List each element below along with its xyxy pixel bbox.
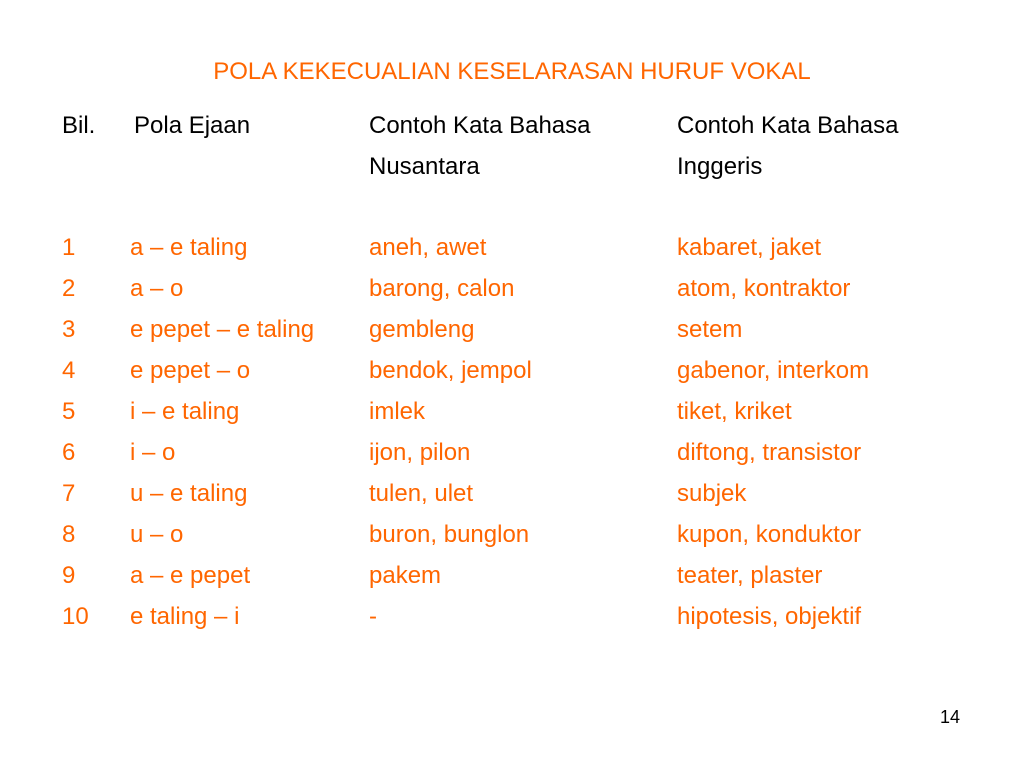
row-pola-ejaan: e pepet – e taling [130, 316, 315, 343]
row-bil: 9 [62, 562, 76, 589]
row-pola-ejaan: e taling – i [130, 603, 240, 630]
header-inggeris-line2: Inggeris [677, 153, 763, 180]
row-bil: 7 [62, 480, 76, 507]
row-pola-ejaan: u – o [130, 521, 184, 548]
header-inggeris-line1: Contoh Kata Bahasa [677, 112, 899, 139]
header-bil: Bil. [62, 112, 96, 139]
slide-title: POLA KEKECUALIAN KESELARASAN HURUF VOKAL [213, 58, 811, 85]
row-contoh-nusantara: tulen, ulet [369, 480, 474, 507]
row-bil: 5 [62, 398, 76, 425]
row-pola-ejaan: i – e taling [130, 398, 240, 425]
row-contoh-inggeris: tiket, kriket [677, 398, 792, 425]
header-nusantara-line1: Contoh Kata Bahasa [369, 112, 591, 139]
row-bil: 3 [62, 316, 76, 343]
row-bil: 4 [62, 357, 76, 384]
row-pola-ejaan: i – o [130, 439, 176, 466]
row-pola-ejaan: a – o [130, 275, 184, 302]
row-pola-ejaan: e pepet – o [130, 357, 251, 384]
row-bil: 2 [62, 275, 76, 302]
row-contoh-nusantara: pakem [369, 562, 442, 589]
row-contoh-inggeris: teater, plaster [677, 562, 823, 589]
row-pola-ejaan: u – e taling [130, 480, 248, 507]
row-contoh-nusantara: imlek [369, 398, 426, 425]
row-pola-ejaan: a – e taling [130, 234, 248, 261]
row-bil: 10 [62, 603, 89, 630]
row-contoh-inggeris: hipotesis, objektif [677, 603, 862, 630]
row-bil: 1 [62, 234, 76, 261]
row-contoh-inggeris: atom, kontraktor [677, 275, 851, 302]
row-contoh-nusantara: aneh, awet [369, 234, 487, 261]
row-contoh-nusantara: bendok, jempol [369, 357, 532, 384]
row-contoh-nusantara: - [369, 603, 377, 630]
header-nusantara-line2: Nusantara [369, 153, 480, 180]
row-bil: 8 [62, 521, 76, 548]
row-contoh-nusantara: ijon, pilon [369, 439, 471, 466]
row-contoh-inggeris: kabaret, jaket [677, 234, 822, 261]
row-contoh-inggeris: setem [677, 316, 743, 343]
row-pola-ejaan: a – e pepet [130, 562, 251, 589]
row-contoh-inggeris: subjek [677, 480, 747, 507]
row-contoh-nusantara: buron, bunglon [369, 521, 530, 548]
row-contoh-inggeris: diftong, transistor [677, 439, 862, 466]
page-number: 14 [940, 707, 961, 727]
row-contoh-nusantara: barong, calon [369, 275, 515, 302]
header-pola-ejaan: Pola Ejaan [134, 112, 251, 139]
row-contoh-nusantara: gembleng [369, 316, 475, 343]
row-contoh-inggeris: kupon, konduktor [677, 521, 862, 548]
row-contoh-inggeris: gabenor, interkom [677, 357, 870, 384]
row-bil: 6 [62, 439, 76, 466]
